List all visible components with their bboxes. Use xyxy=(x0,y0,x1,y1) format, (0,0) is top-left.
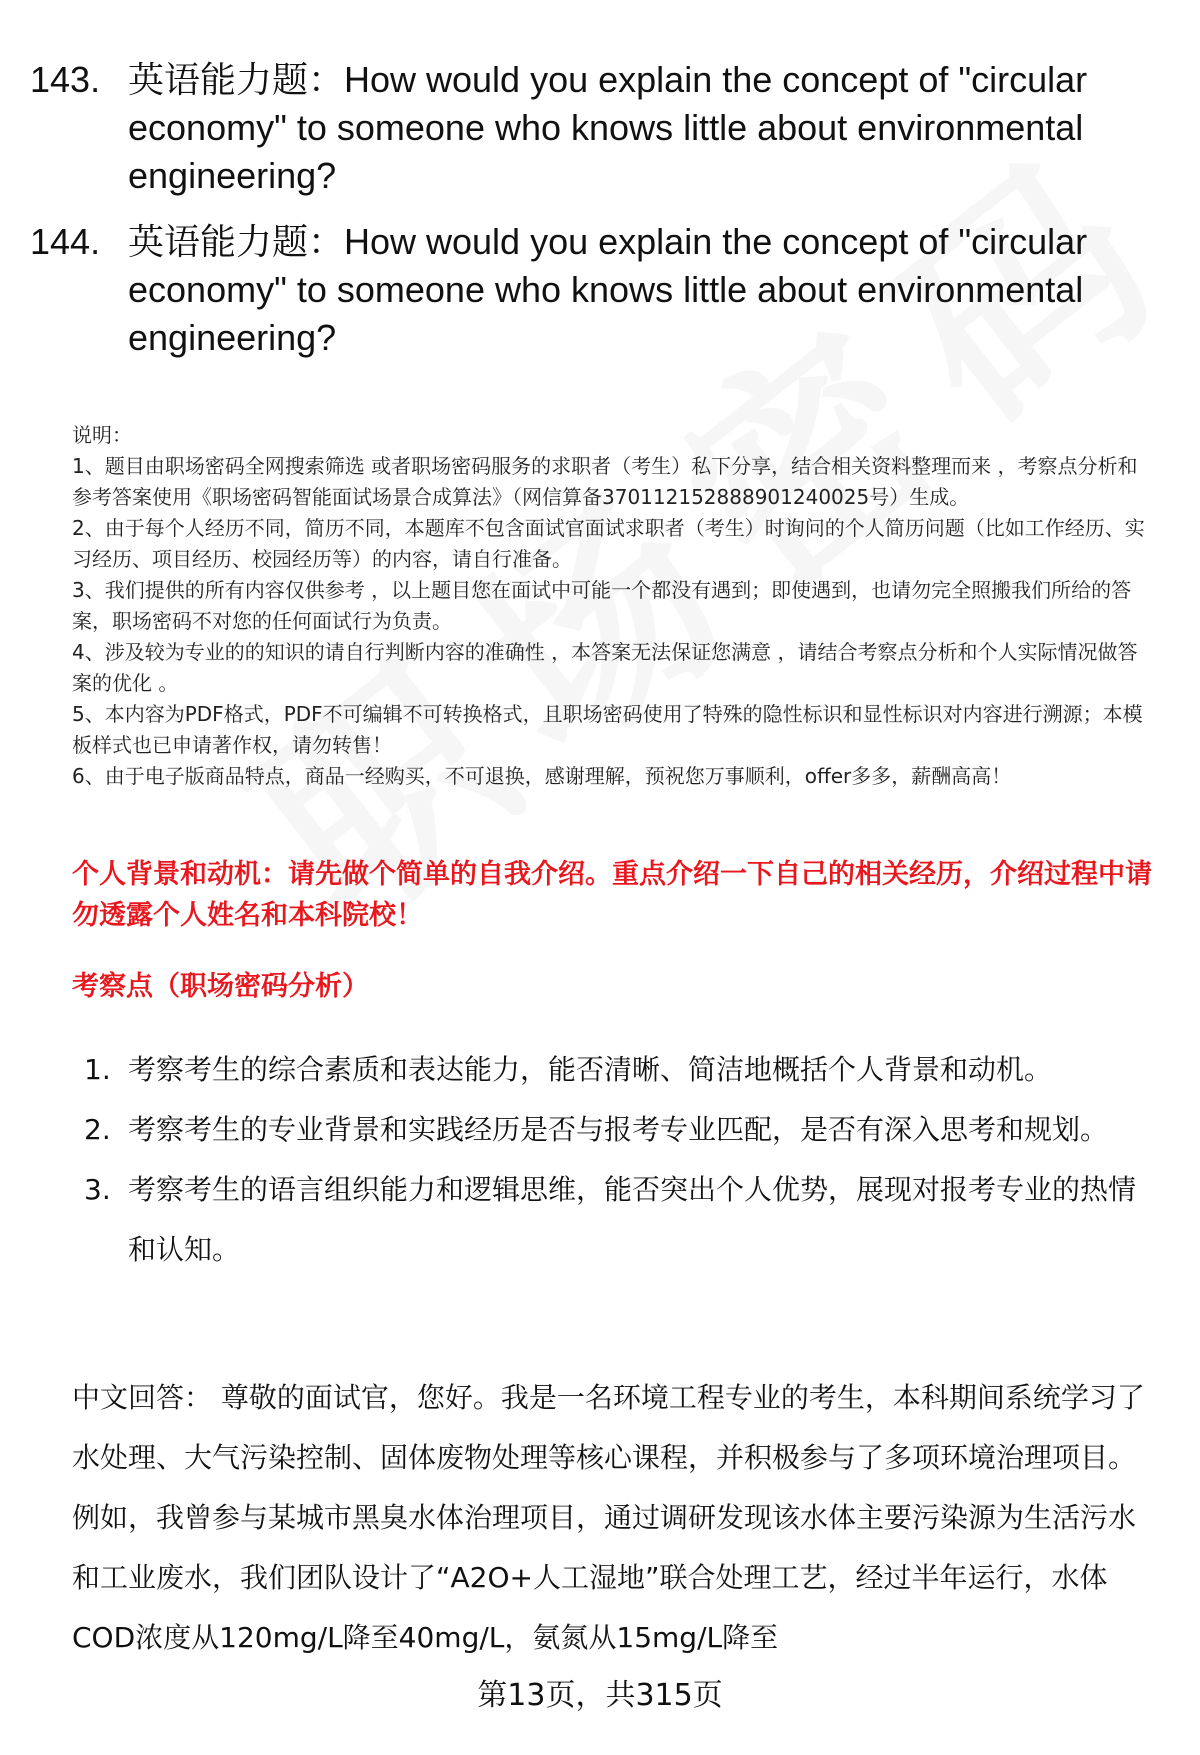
list-item xyxy=(72,1160,1152,1280)
list-item-text: 考察考生的语言组织能力和逻辑思维，能否突出个人优势，展现对报考专业的热情和认知。 xyxy=(128,1173,1137,1266)
list-item-number: 2. xyxy=(84,1113,111,1146)
question-text: 英语能力题：How would you explain the concept of "circular economy" to someone who knows little about environmental engineering? xyxy=(128,221,1088,358)
question-number: 143. xyxy=(30,59,101,100)
list-item-text: 考察考生的综合素质和表达能力，能否清晰、简洁地概括个人背景和动机。 xyxy=(128,1053,1053,1086)
question-144 xyxy=(30,218,1150,362)
list-item-number: 1. xyxy=(84,1053,111,1086)
note-item: 3、我们提供的所有内容仅供参考 ，以上题目您在面试中可能一个都没有遇到；即使遇到，也请勿完全照搬我们所给的答案，职场密码不对您的任何面试行为负责。 xyxy=(72,578,1132,633)
note-item: 6、由于电子版商品特点，商品一经购买，不可退换，感谢理解，预祝您万事顺利，offer多多，薪酬高高！ xyxy=(72,764,1012,788)
points-heading: 考察点（职场密码分析） xyxy=(72,971,369,1002)
notes-section xyxy=(72,420,1152,792)
points-list xyxy=(72,1040,1152,1280)
answer-text: 中文回答： 尊敬的面试官，您好。我是一名环境工程专业的考生，本科期间系统学习了水处理、大气污染控制、固体废物处理等核心课程，并积极参与了多项环境治理项目。例如，我曾参与某城市黑臭水体治理项目，通过调研发现该水体主要污染源为生活污水和工业废水，我们团队设计了“A2O+人工湿地”联合处理工艺，经过半年运行，水体COD浓度从120mg/L降至40mg/L，氨氮从15mg/L降至 xyxy=(72,1381,1145,1654)
note-item: 1、题目由职场密码全网搜索筛选 或者职场密码服务的求职者（考生）私下分享，结合相关资料整理而来 ，考察点分析和参考答案使用《职场密码智能面试场景合成算法》（网信算备370112152888901240025号）生成。 xyxy=(72,454,1138,509)
list-item-text: 考察考生的专业背景和实践经历是否与报考专业匹配，是否有深入思考和规划。 xyxy=(128,1113,1109,1146)
question-143 xyxy=(30,56,1150,200)
question-number: 144. xyxy=(30,221,101,262)
section-question-heading: 个人背景和动机：请先做个简单的自我介绍。重点介绍一下自己的相关经历，介绍过程中请勿透露个人姓名和本科院校！ xyxy=(72,859,1152,931)
note-item: 5、本内容为PDF格式，PDF不可编辑不可转换格式，且职场密码使用了特殊的隐性标识和显性标识对内容进行溯源；本模板样式也已申请著作权，请勿转售！ xyxy=(72,702,1143,757)
list-item xyxy=(72,1040,1152,1100)
note-item: 2、由于每个人经历不同，简历不同，本题库不包含面试官面试求职者（考生）时询问的个人简历问题（比如工作经历、实习经历、项目经历、校园经历等）的内容，请自行准备。 xyxy=(72,516,1145,571)
question-text: 英语能力题：How would you explain the concept of "circular economy" to someone who knows little about environmental engineering? xyxy=(128,59,1088,196)
list-item-number: 3. xyxy=(84,1173,111,1206)
list-item xyxy=(72,1100,1152,1160)
note-item: 4、涉及较为专业的的知识的请自行判断内容的准确性 ，本答案无法保证您满意 ，请结合考察点分析和个人实际情况做答案的优化 。 xyxy=(72,640,1138,695)
notes-title: 说明： xyxy=(72,423,132,447)
page-footer: 第13页，共315页 xyxy=(477,1678,723,1713)
